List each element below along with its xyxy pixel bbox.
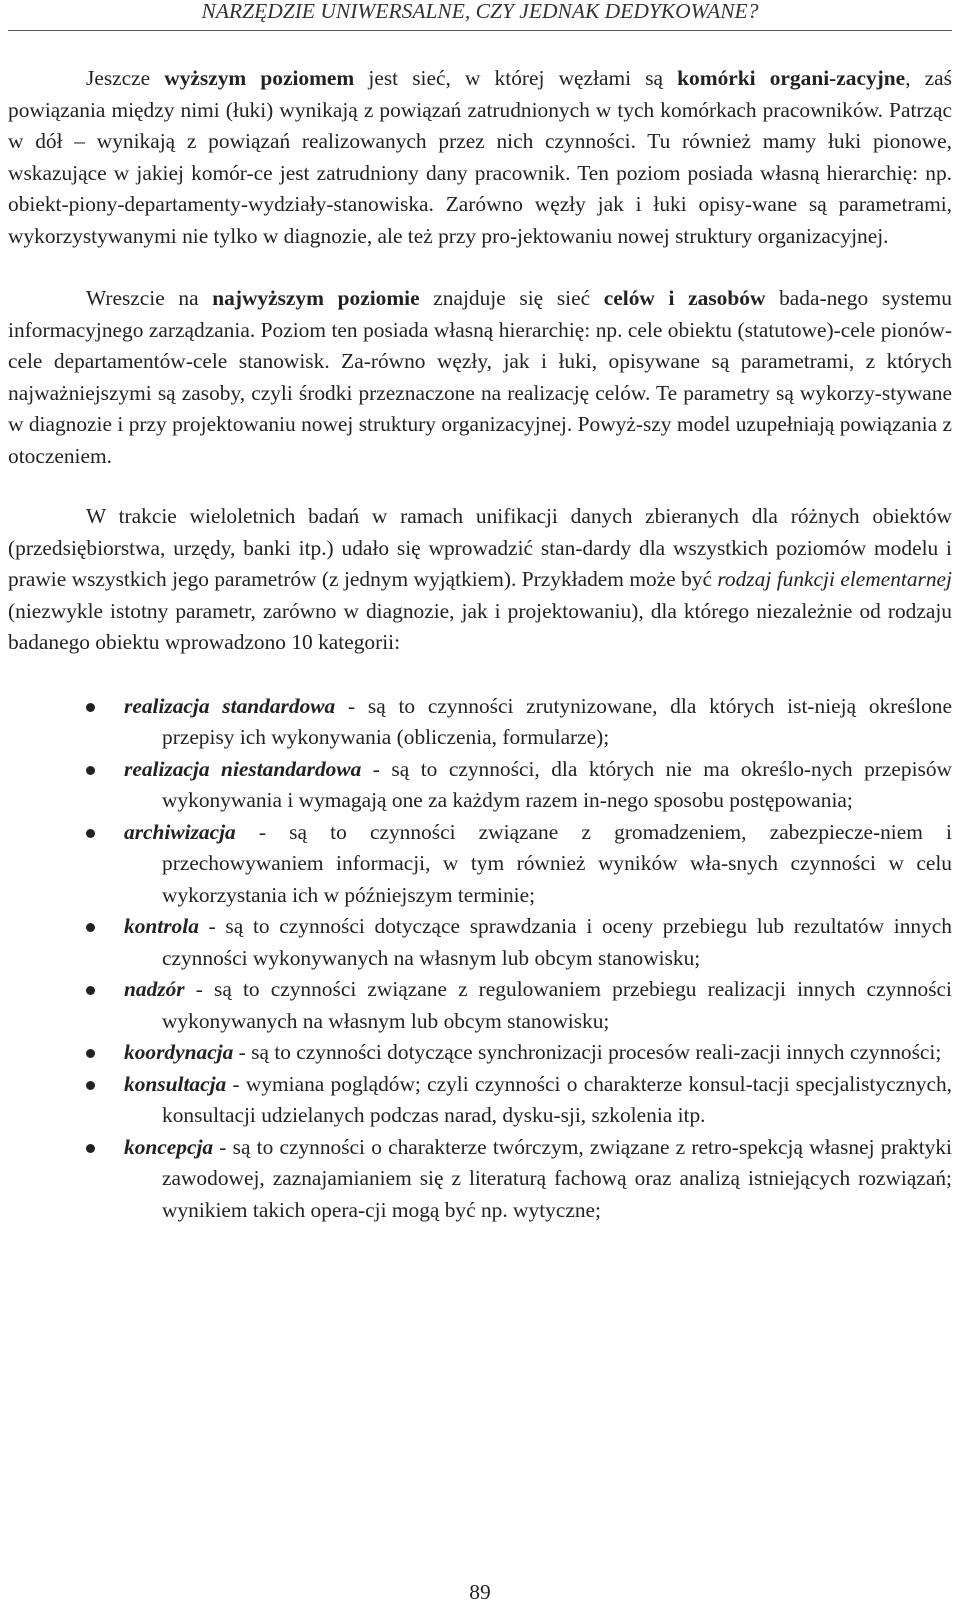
p2-bold-goals-resources: celów i zasobów [603,286,766,310]
category-term: realizacja niestandardowa [124,756,362,781]
category-description: - są to czynności zrutynizowane, dla których ist-nieją określone przepisy ich wykonywania (obliczenia, formularze); [162,693,952,749]
paragraph-organizational-level [8,63,952,252]
p2-bold-highest-level: najwyższym poziomie [212,286,420,310]
list-item [8,911,952,974]
category-description: - są to czynności dotyczące synchronizacji procesów reali-zacji innych czynności; [233,1040,942,1064]
bullet-icon [86,986,95,995]
category-term: koncepcja [124,1134,214,1159]
p1-bold-org-units: komórki organi-zacyjne [677,66,906,90]
bullet-icon [86,829,95,838]
category-description: - wymiana poglądów; czyli czynności o charakterze konsul-tacji specjalistycznych, konsultacji udzielanych podczas narad, dysku-sji, szkolenia itp. [162,1071,952,1127]
category-description: - są to czynności o charakterze twórczym, związane z retro-spekcją własnej praktyki zawodowej, zaznajamianiem się z literaturą fachową oraz analizą istniejących rozwiązań; wynikiem takich opera-cji mogą być np. wytyczne; [162,1134,952,1222]
p3-text-1: W trakcie wieloletnich badań w ramach unifikacji danych zbieranych dla różnych obiektów (przedsiębiorstwa, urzędy, banki itp.) udało się wprowadzić stan-dardy dla wszystkich poziomów modelu i prawie wszystkich jego parametrów (z jednym wyjątkiem). Przykładem może być [8,504,952,591]
category-term: nadzór [124,977,185,1001]
p1-text-1: Jeszcze [86,66,165,90]
p1-bold-higher-level: wyższym poziomem [164,66,355,90]
body-text [8,63,952,1226]
list-item [8,691,952,754]
category-term: koordynacja [124,1040,234,1064]
category-description: - są to czynności związane z gromadzeniem, zabezpiecze-niem i przechowywaniem informacji, w tym również wyników wła-snych czynności w celu wykorzystania ich w późniejszym terminie; [162,819,952,907]
p2-text-1: Wreszcie na [86,286,213,310]
running-header: NARZĘDZIE UNIWERSALNE, CZY JEDNAK DEDYKOWANE? [201,0,759,23]
category-term: kontrola [124,914,199,938]
paragraph-goals-resources-level [8,283,952,472]
bullet-icon [86,1081,95,1090]
p1-text-2: jest sieć, w której węzłami są [354,66,678,90]
p1-text-3: , zaś powiązania między nimi (łuki) wynikają z powiązań zatrudnionych w tych komórkach pracowników. Patrząc w dół – wynikają z powiązań realizowanych przez nich czynności. Tu również mamy łuki pionowe, wskazujące w jakiej komór-ce jest zatrudniony dany pracownik. Ten poziom posiada własną hierarchię: np. obiekt-piony-departamenty-wydziały-stanowiska. Zarówno węzły jak i łuki opisy-wane są parametrami, wykorzystywanymi nie tylko w diagnozie, ale też przy pro-jektowaniu nowej struktury organizacyjnej. [8,66,952,248]
category-term: archiwizacja [124,819,236,844]
category-term: konsultacja [124,1071,227,1096]
p3-italic-function-type: rodzaj funkcji elementarnej [717,567,952,591]
category-description: - są to czynności dotyczące sprawdzania i oceny przebiegu lub rezultatów innych czynności wykonywanych na własnym lub obcym stanowisku; [162,914,952,970]
bullet-icon [86,923,95,932]
p2-text-3: bada-nego systemu informacyjnego zarządzania. Poziom ten posiada własną hierarchię: np. cele obiektu (statutowe)-cele pionów-cele departamentów-cele stanowisk. Za-równo węzły, jak i łuki, opisywane są parametrami, z których najważniejszymi są zasoby, czyli środki przeznaczone na realizację celów. Te parametry są wykorzy-stywane w diagnozie i przy projektowaniu nowej struktury organizacyjnej. Powyż-szy model uzupełniają powiązania z otoczeniem. [8,286,952,468]
header-rule [8,30,952,31]
bullet-icon [86,766,95,775]
list-item [8,974,952,1037]
list-item [8,1132,952,1227]
bullet-icon [86,1049,95,1058]
list-item [8,1069,952,1132]
function-categories-list [8,691,952,1227]
list-item [8,1037,952,1069]
category-description: - są to czynności związane z regulowaniem przebiegu realizacji innych czynności wykonywanych na własnym lub obcym stanowisku; [162,977,952,1033]
bullet-icon [86,703,95,712]
bullet-icon [86,1144,95,1153]
list-item [8,817,952,912]
list-item [8,754,952,817]
category-term: realizacja standardowa [124,693,336,718]
p2-text-2: znajduje się sieć [419,286,604,310]
page-number: 89 [469,1580,491,1604]
paragraph-research-standards [8,501,952,659]
p3-text-2: (niezwykle istotny parametr, zarówno w diagnozie, jak i projektowaniu), dla którego niezależnie od rodzaju badanego obiektu wprowadzono 10 kategorii: [8,598,952,654]
category-description: - są to czynności, dla których nie ma określo-nych przepisów wykonywania i wymagają one za każdym razem in-nego sposobu postępowania; [162,756,952,812]
